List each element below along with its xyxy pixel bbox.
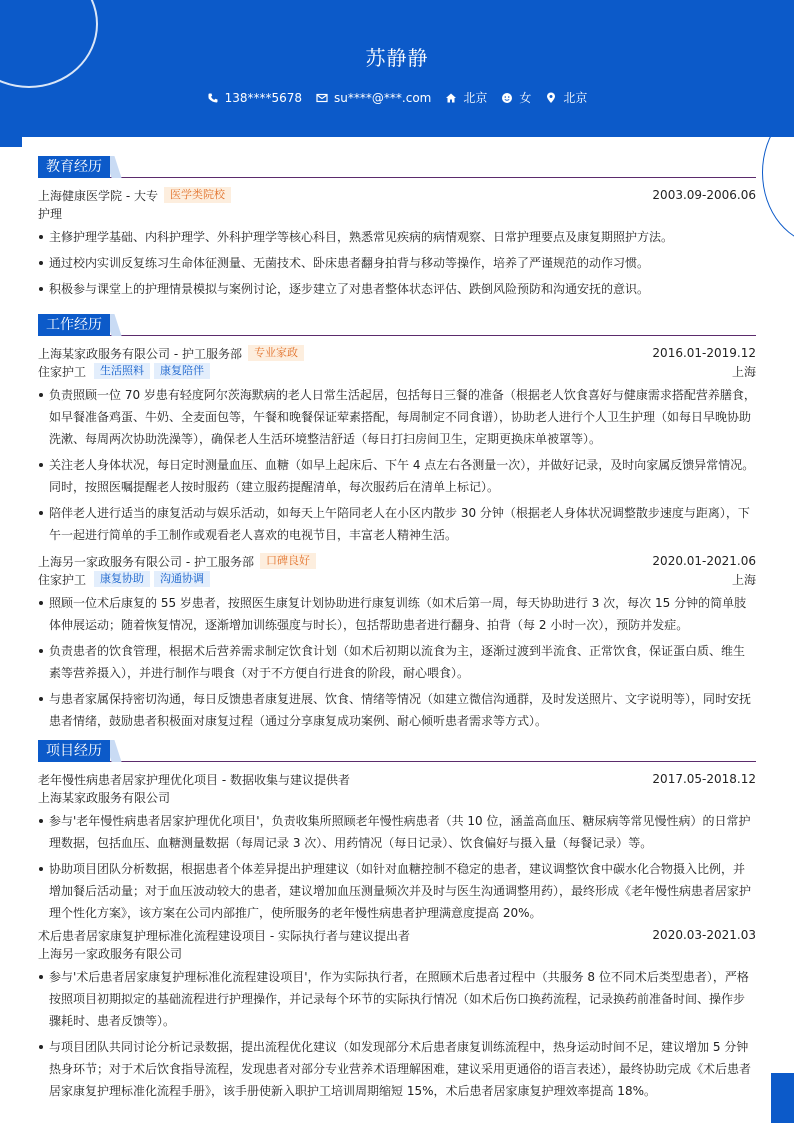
education-date: 2003.09-2006.06 [652,188,756,202]
hometown-text: 北京 [463,91,488,105]
job-date: 2016.01-2019.12 [652,346,756,360]
project-name: 老年慢性病患者居家护理优化项目 - 数据收集与建议提供者 [38,772,350,787]
skill-tag: 康复协助 [94,571,150,587]
company-tag: 口碑良好 [260,553,316,569]
skill-tag: 生活照料 [94,363,150,379]
project-bullets [38,966,756,1102]
list-item: 协助项目团队分析数据，根据患者个体差异提出护理建议（如针对血糖控制不稳定的患者，建议调整饮食中碳水化合物摄入比例，并增加餐后活动量；对于血压波动较大的患者，建议增加血压测量频次并及时与医生沟通调整用药），最终形成《老年慢性病患者居家护理个性化方案》，该方案在公司内部推广，使所服务的老年慢性病患者护理满意度提高 20%。 [38,858,756,924]
projects-section [38,740,756,1102]
role-row [38,570,756,588]
job-city: 上海 [731,364,756,379]
list-item: 关注老人身体状况，每日定时测量血压、血糖（如早上起床后、下午 4 点左右各测量一次），并做好记录，及时向家属反馈异常情况。同时，按照医嘱提醒老人按时服药（建立服药提醒清单，每次服药后在清单上标记）。 [38,454,756,498]
mail-icon [316,92,328,104]
project-date: 2020.03-2021.03 [652,928,756,942]
list-item: 负责患者的饮食管理，根据术后营养需求制定饮食计划（如术后初期以流食为主，逐渐过渡到半流食、正常饮食，保证蛋白质、维生素等营养摄入），并进行制作与喂食（对于不方便自行进食的阶段，耐心喂食）。 [38,640,756,684]
list-item: 通过校内实训反复练习生命体征测量、无菌技术、卧床患者翻身拍背与移动等操作，培养了严谨规范的动作习惯。 [38,252,756,274]
contact-email [316,89,431,106]
list-item: 参与'术后患者居家康复护理标准化流程建设项目'，作为实际执行者，在照顾术后患者过程中（共服务 8 位不同术后类型患者），严格按照项目初期拟定的基础流程进行护理操作，并记录每个环节的实际执行情况（如术后伤口换药流程，记录换药前准备时间、操作步骤耗时、患者反馈等）。 [38,966,756,1032]
home-icon [445,92,457,104]
project-entry-head [38,926,756,944]
company-tag: 专业家政 [248,345,304,361]
project-org: 上海另一家政服务有限公司 [38,946,183,961]
decorative-bar [771,1073,794,1123]
project-org-row [38,944,756,962]
list-item: 与患者家属保持密切沟通，每日反馈患者康复进展、饮食、情绪等情况（如建立微信沟通群，及时发送照片、文字说明等），同时安抚患者情绪，鼓励患者积极面对康复过程（通过分享康复成功案例、耐心倾听患者需求等方式）。 [38,688,756,732]
contact-row [0,89,794,106]
project-org-row [38,788,756,806]
job-role: 住家护工 [38,572,87,587]
section-title-label: 工作经历 [38,314,110,336]
company-name: 上海另一家政服务有限公司 - 护工服务部 [38,554,254,569]
job-city: 上海 [731,572,756,587]
job-bullets [38,384,756,546]
school-name: 上海健康医学院 - 大专 [38,188,158,203]
section-title [38,156,756,178]
role-row [38,362,756,380]
list-item: 照顾一位术后康复的 55 岁患者，按照医生康复计划协助进行康复训练（如术后第一周，每天协助进行 3 次，每次 15 分钟的简单肢体伸展运动；随着恢复情况，逐渐增加训练强度与时长），包括帮助患者进行翻身、拍背（每 2 小时一次），预防并发症。 [38,592,756,636]
header-banner [0,0,794,137]
job-entry-head [38,552,756,570]
contact-phone [207,89,302,106]
school-tag: 医学类院校 [164,187,231,203]
gender-text: 女 [519,91,532,105]
section-title-label: 项目经历 [38,740,110,762]
gender-icon [501,92,513,104]
email-text: su****@***.com [334,90,432,105]
skill-tag: 沟通协调 [154,571,210,587]
project-date: 2017.05-2018.12 [652,772,756,786]
section-title [38,314,756,336]
job-date: 2020.01-2021.06 [652,554,756,568]
decorative-step [0,137,22,147]
contact-hometown [445,89,487,106]
project-entry-head [38,770,756,788]
project-bullets [38,810,756,924]
list-item: 陪伴老人进行适当的康复活动与娱乐活动，如每天上午陪同老人在小区内散步 30 分钟（根据老人身体状况调整散步速度与距离），下午一起进行简单的手工制作或观看老人喜欢的电视节目，丰富老人精神生活。 [38,502,756,546]
major: 护理 [38,206,63,221]
contact-location [545,89,587,106]
candidate-name: 苏静静 [365,46,429,70]
skill-tag: 康复陪伴 [154,363,210,379]
education-section [38,156,756,300]
list-item: 主修护理学基础、内科护理学、外科护理学等核心科目，熟悉常见疾病的病情观察、日常护理要点及康复期照护方法。 [38,226,756,248]
education-entry-head [38,186,756,204]
major-row [38,204,756,222]
location-text: 北京 [563,91,588,105]
job-bullets [38,592,756,732]
list-item: 积极参与课堂上的护理情景模拟与案例讨论，逐步建立了对患者整体状态评估、跌倒风险预防和沟通安抚的意识。 [38,278,756,300]
project-name: 术后患者居家康复护理标准化流程建设项目 - 实际执行者与建议提出者 [38,928,410,943]
location-icon [545,92,557,104]
contact-gender [501,89,531,106]
project-org: 上海某家政服务有限公司 [38,790,171,805]
phone-text: 138****5678 [224,90,303,105]
list-item: 参与'老年慢性病患者居家护理优化项目'，负责收集所照顾老年慢性病患者（共 10 位，涵盖高血压、糖尿病等常见慢性病）的日常护理数据，包括血压、血糖测量数据（每周记录 3 次）、用药情况（每日记录）、饮食偏好与摄入量（每餐记录）等。 [38,810,756,854]
education-bullets [38,226,756,300]
job-entry-head [38,344,756,362]
phone-icon [207,92,219,104]
section-title [38,740,756,762]
work-section [38,314,756,732]
company-name: 上海某家政服务有限公司 - 护工服务部 [38,346,242,361]
job-role: 住家护工 [38,364,87,379]
list-item: 负责照顾一位 70 岁患有轻度阿尔茨海默病的老人日常生活起居，包括每日三餐的准备（根据老人饮食喜好与健康需求搭配营养膳食，如早餐准备鸡蛋、牛奶、全麦面包等，午餐和晚餐保证荤素搭配，每周制定不同食谱），协助老人进行个人卫生护理（如每日早晚协助洗漱、每周两次协助洗澡等），确保老人生活环境整洁舒适（每日打扫房间卫生，定期更换床单被罩等）。 [38,384,756,450]
list-item: 与项目团队共同讨论分析记录数据，提出流程优化建议（如发现部分术后患者康复训练流程中，热身运动时间不足，建议增加 5 分钟热身环节；对于术后饮食指导流程，发现患者对部分专业营养术语理解困难，建议采用更通俗的语言表述），最终协助完成《术后患者居家康复护理标准化流程手册》，该手册使新入职护工培训周期缩短 15%，术后患者居家康复护理效率提高 18%。 [38,1036,756,1102]
section-title-label: 教育经历 [38,156,110,178]
